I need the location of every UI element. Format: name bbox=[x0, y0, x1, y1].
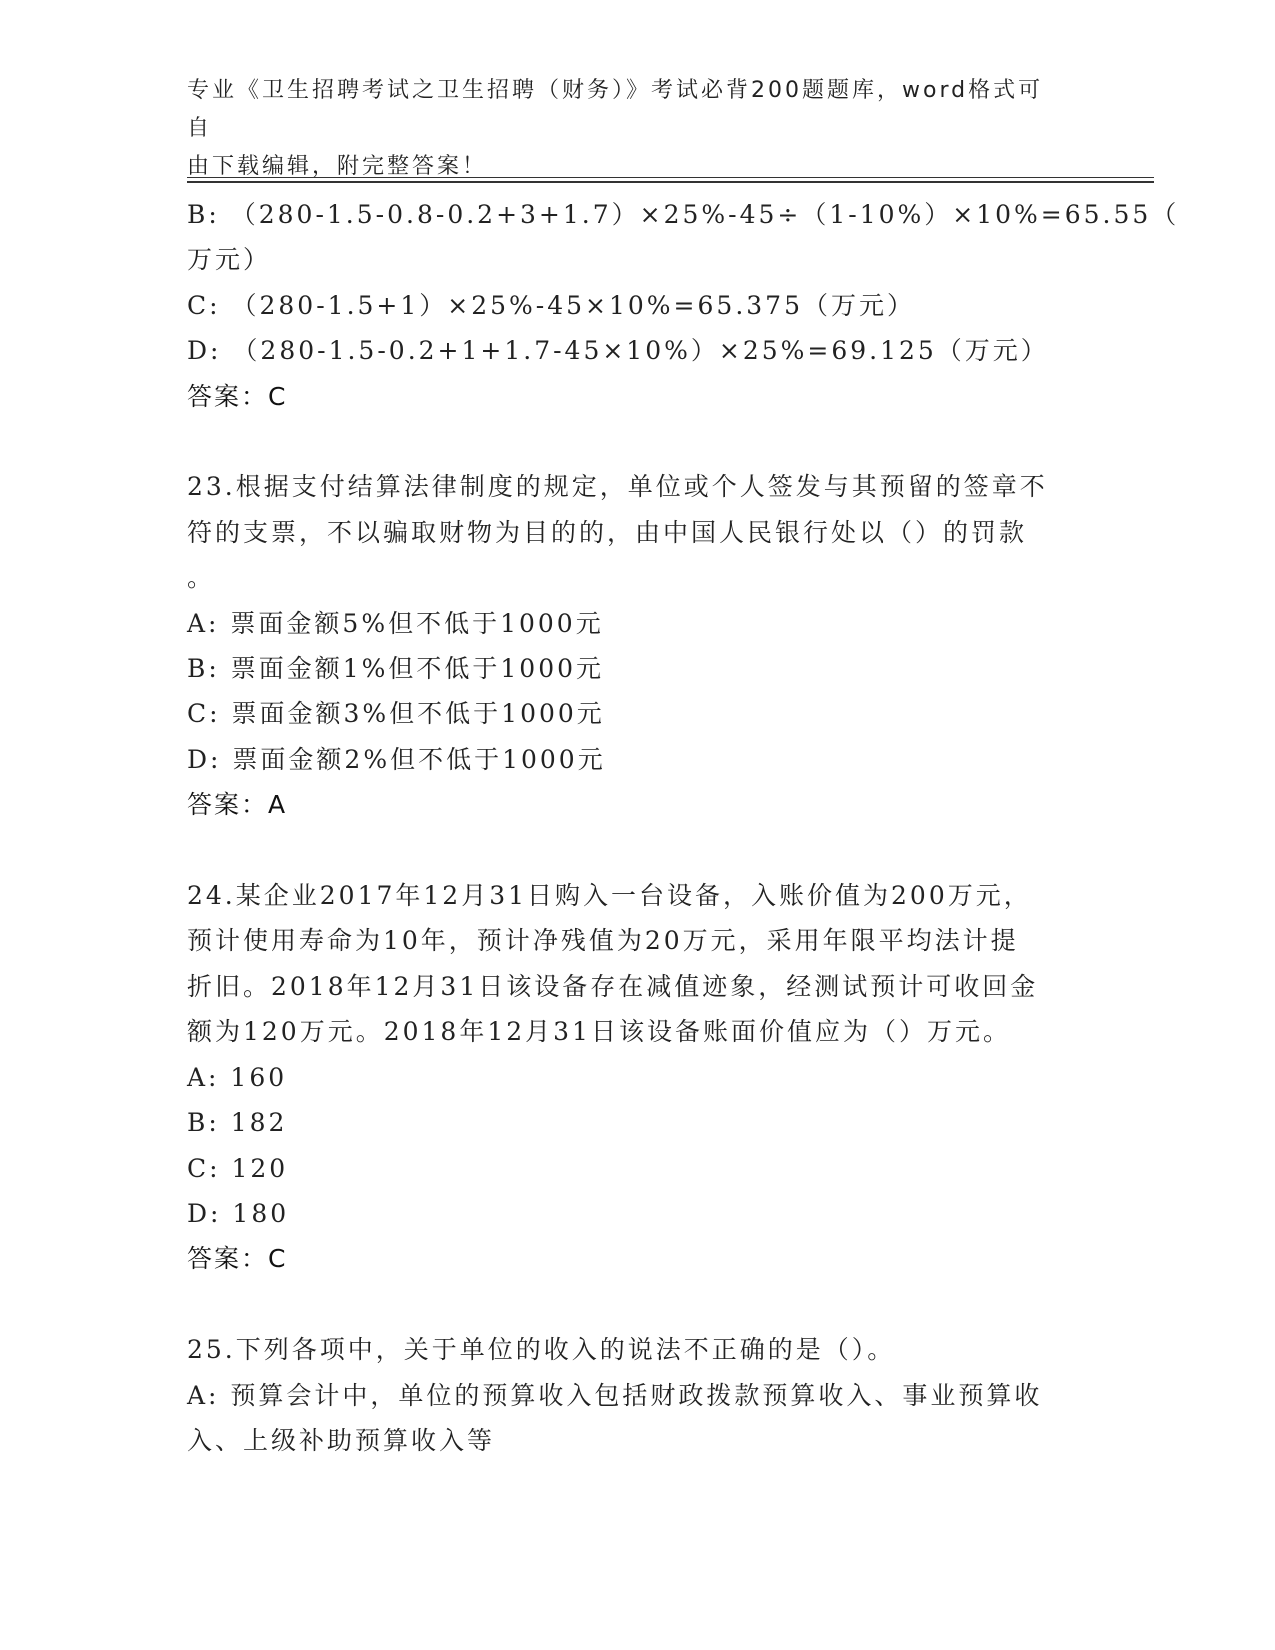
option-a: A: 160 bbox=[187, 1062, 288, 1092]
option-d: D: 票面金额2%但不低于1000元 bbox=[187, 744, 606, 774]
option-a: A: 票面金额5%但不低于1000元 bbox=[187, 608, 604, 638]
option-c: C: （280-1.5+1）×25%-45×10%=65.375（万元） bbox=[187, 290, 915, 320]
question-stem-line-4: 额为120万元。2018年12月31日该设备账面价值应为（）万元。 bbox=[187, 1017, 1011, 1047]
option-d: D: （280-1.5-0.2+1+1.7-45×10%）×25%=69.125（万元） bbox=[187, 336, 1049, 366]
question-stem-line-1: 23.根据支付结算法律制度的规定，单位或个人签发与其预留的签章不 bbox=[187, 472, 1048, 502]
option-b-line-1: B: （280-1.5-0.8-0.2+3+1.7）×25%-45÷（1-10%）×10%=65.55（ bbox=[187, 200, 1180, 229]
option-b-line-2: 万元） bbox=[187, 245, 272, 275]
answer: 答案：C bbox=[187, 381, 288, 411]
answer: 答案：A bbox=[187, 790, 288, 820]
question-content bbox=[187, 192, 1180, 1463]
question-stem-line-2: 预计使用寿命为10年，预计净残值为20万元，采用年限平均法计提 bbox=[187, 926, 1019, 956]
answer: 答案：C bbox=[187, 1244, 288, 1274]
question-stem-line-1: 25.下列各项中，关于单位的收入的说法不正确的是（）。 bbox=[187, 1335, 896, 1365]
header-title-line-1: 专业《卫生招聘考试之卫生招聘（财务）》考试必背200题题库，word格式可自 bbox=[187, 78, 1044, 141]
question-stem-line-3: 。 bbox=[187, 563, 216, 593]
header-title-line-2: 由下载编辑，附完整答案！ bbox=[187, 154, 488, 179]
question-stem-line-1: 24.某企业2017年12月31日购入一台设备，入账价值为200万元， bbox=[187, 881, 1032, 911]
question-24 bbox=[187, 873, 1087, 1282]
option-d: D: 180 bbox=[187, 1198, 290, 1228]
option-c: C: 票面金额3%但不低于1000元 bbox=[187, 699, 605, 729]
spacer bbox=[187, 828, 1087, 873]
option-a-line-1: A: 预算会计中，单位的预算收入包括财政拨款预算收入、事业预算收 bbox=[187, 1380, 1043, 1410]
spacer bbox=[187, 1282, 1087, 1327]
question-22 bbox=[187, 192, 1180, 419]
header-divider-thin bbox=[187, 177, 1154, 178]
question-stem-line-3: 折旧。2018年12月31日该设备存在减值迹象，经测试预计可收回金 bbox=[187, 971, 1039, 1001]
option-b: B: 182 bbox=[187, 1108, 288, 1138]
question-stem-line-2: 符的支票，不以骗取财物为目的的，由中国人民银行处以（）的罚款 bbox=[187, 517, 1028, 547]
spacer bbox=[187, 419, 1087, 464]
option-a-line-2: 入、上级补助预算收入等 bbox=[187, 1425, 496, 1455]
option-c: C: 120 bbox=[187, 1153, 289, 1183]
question-23 bbox=[187, 464, 1087, 827]
page-header bbox=[187, 72, 1067, 186]
option-b: B: 票面金额1%但不低于1000元 bbox=[187, 654, 605, 684]
header-divider-thick bbox=[187, 181, 1154, 183]
question-25 bbox=[187, 1327, 1087, 1463]
